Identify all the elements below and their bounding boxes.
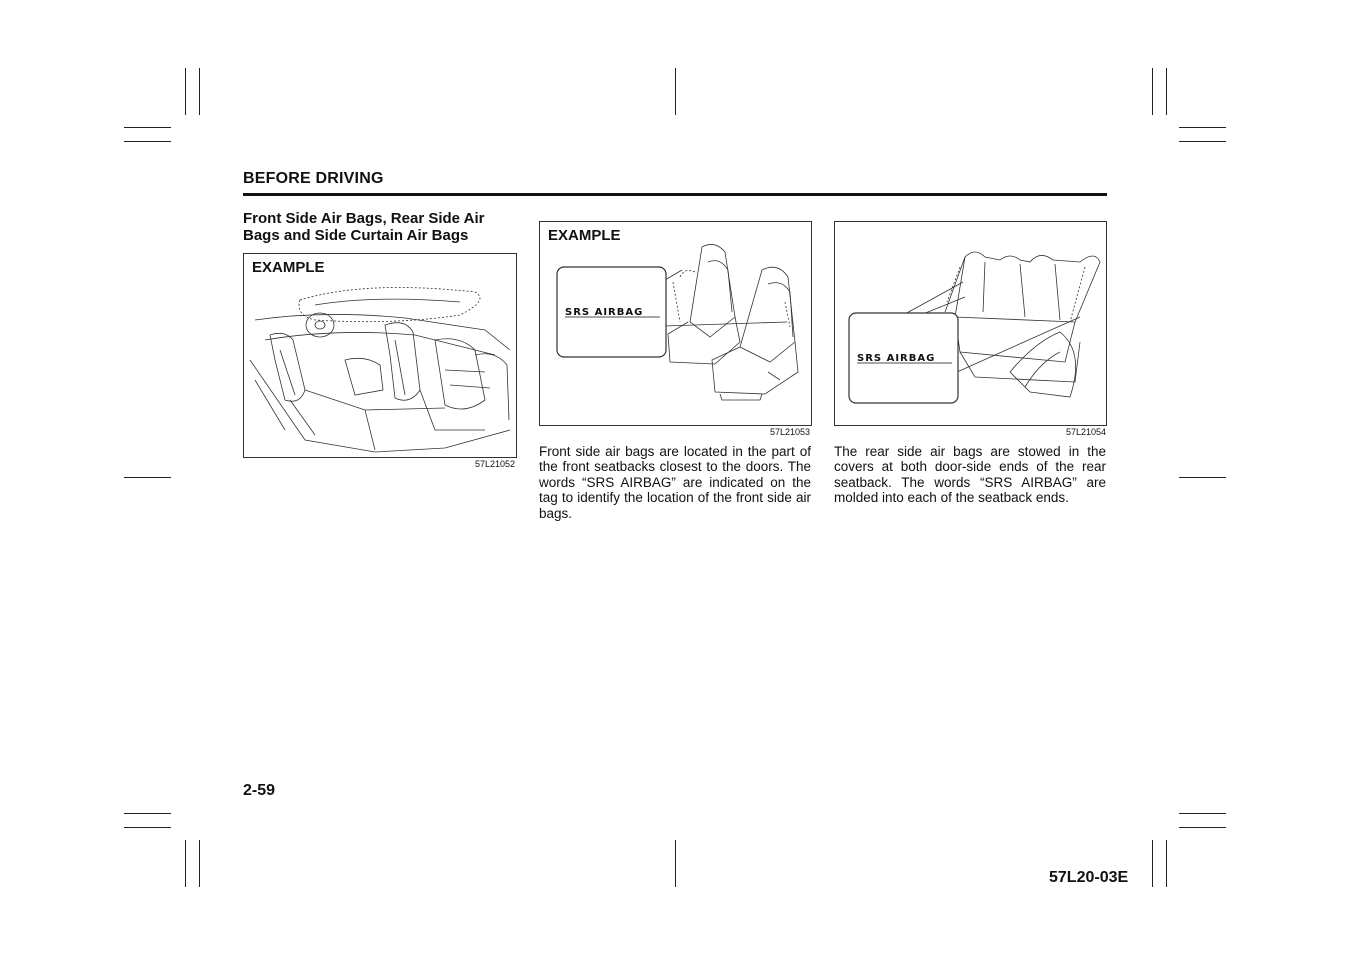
crop-mark: [1179, 813, 1226, 814]
section-title: BEFORE DRIVING: [243, 170, 384, 187]
crop-mark: [185, 68, 186, 115]
crop-mark: [199, 68, 200, 115]
page-number: 2-59: [243, 782, 276, 799]
front-seats-illustration: [540, 222, 811, 425]
crop-mark: [1179, 127, 1226, 128]
rear-seats-illustration: [835, 222, 1106, 425]
crop-mark: [199, 840, 200, 887]
header-rule: [243, 193, 1107, 196]
crop-mark: [124, 127, 171, 128]
figure-front-seat-airbag: [539, 221, 812, 426]
figure-code: 57L21053: [769, 427, 810, 437]
rear-airbag-paragraph: The rear side air bags are stowed in the covers at both door-side ends of the rear seatback. The words “SRS AIRBAG” are molded into each of the seatback ends.: [834, 444, 1106, 506]
figure-rear-seat-airbag: [834, 221, 1107, 426]
figure-label: EXAMPLE: [252, 259, 325, 276]
crop-mark: [1152, 68, 1153, 115]
crop-mark: [124, 477, 171, 478]
figure-code: 57L21052: [474, 459, 515, 469]
crop-mark: [124, 141, 171, 142]
crop-mark: [675, 68, 676, 115]
crop-mark: [1179, 827, 1226, 828]
crop-mark: [124, 813, 171, 814]
front-airbag-paragraph: Front side air bags are located in the part of the front seatbacks closest to the doors. The words “SRS AIRBAG” are indicated on the tag to identify the location of the front side air bags.: [539, 444, 811, 521]
car-interior-illustration: [245, 280, 515, 455]
crop-mark: [675, 840, 676, 887]
crop-mark: [1166, 68, 1167, 115]
crop-mark: [124, 827, 171, 828]
document-code: 57L20-03E: [1049, 869, 1129, 886]
crop-mark: [1179, 477, 1226, 478]
crop-mark: [1166, 840, 1167, 887]
figure-label: EXAMPLE: [548, 227, 621, 244]
crop-mark: [1152, 840, 1153, 887]
figure-interior-airbags: [243, 253, 517, 458]
figure-code: 57L21054: [1065, 427, 1106, 437]
crop-mark: [185, 840, 186, 887]
srs-airbag-tag: SRS AIRBAG: [857, 353, 936, 364]
srs-airbag-tag: SRS AIRBAG: [565, 307, 644, 318]
crop-mark: [1179, 141, 1226, 142]
section-heading: Front Side Air Bags, Rear Side Air Bags and Side Curtain Air Bags: [243, 210, 485, 244]
